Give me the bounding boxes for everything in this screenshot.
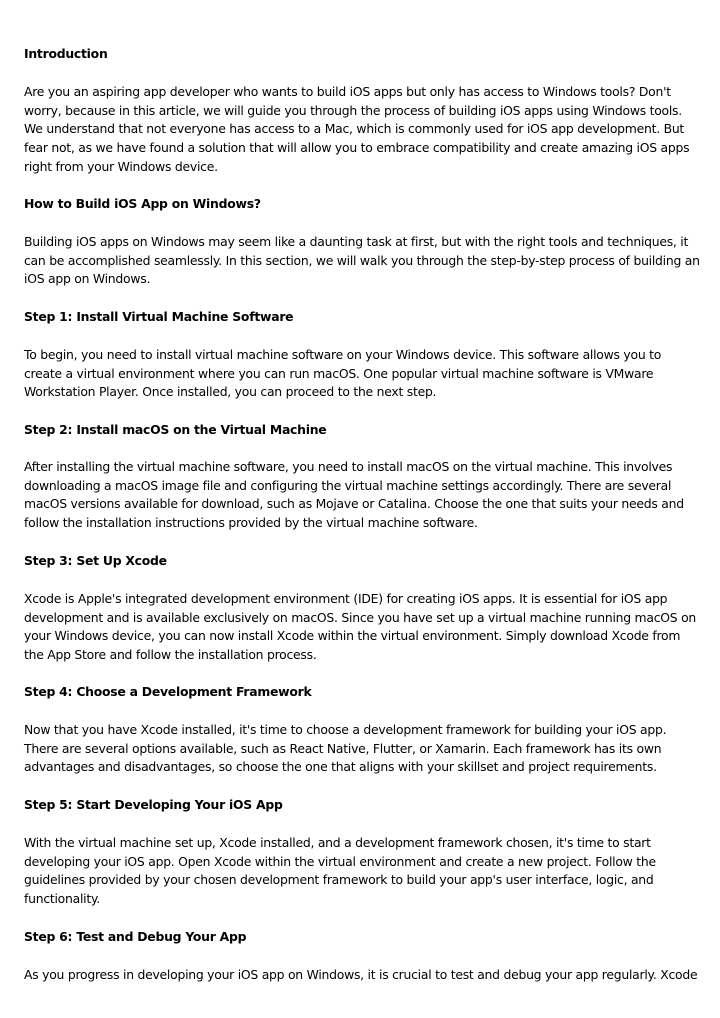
- intro-heading: Introduction: [24, 46, 108, 61]
- step5-heading: Step 5: Start Developing Your iOS App: [24, 797, 283, 812]
- step3-heading: Step 3: Set Up Xcode: [24, 553, 167, 568]
- intro-paragraph: Are you an aspiring app developer who wants to build iOS apps but only has access to Windows tools? Don't worry, because in this article, we will guide you through the process of building iOS apps using Windows tools. We understand that not everyone has access to a Mac, which is commonly used for iOS app development. But fear not, as we have found a solution that will allow you to embrace compatibility and create amazing iOS apps right from your Windows device.: [24, 84, 690, 174]
- step4-heading: Step 4: Choose a Development Framework: [24, 684, 312, 699]
- step1-heading: Step 1: Install Virtual Machine Software: [24, 309, 294, 324]
- step6-heading: Step 6: Test and Debug Your App: [24, 929, 247, 944]
- step2-paragraph: After installing the virtual machine software, you need to install macOS on the virtual machine. This involves downloading a macOS image file and configuring the virtual machine settings accordingly. There are several macOS versions available for download, such as Mojave or Catalina. Choose the one that suits your needs and follow the installation instructions provided by the virtual machine software.: [24, 459, 684, 531]
- step5-paragraph: With the virtual machine set up, Xcode installed, and a development framework chosen, it's time to start developing your iOS app. Open Xcode within the virtual environment and create a new project. Follow the guidelines provided by your chosen development framework to build your app's user interface, logic, and functionality.: [24, 835, 656, 907]
- step1-paragraph: To begin, you need to install virtual machine software on your Windows device. This software allows you to create a virtual environment where you can run macOS. One popular virtual machine software is VMware Workstation Player. Once installed, you can proceed to the next step.: [24, 347, 662, 400]
- step6-paragraph: As you progress in developing your iOS app on Windows, it is crucial to test and debug your app regularly. Xcode: [24, 967, 698, 982]
- step2-heading: Step 2: Install macOS on the Virtual Machine: [24, 422, 327, 437]
- step3-paragraph: Xcode is Apple's integrated development environment (IDE) for creating iOS apps. It is essential for iOS app development and is available exclusively on macOS. Since you have set up a virtual machine running macOS on your Windows device, you can now install Xcode within the virtual environment. Simply download Xcode from the App Store and follow the installation process.: [24, 591, 697, 663]
- how-to-paragraph: Building iOS apps on Windows may seem like a daunting task at first, but with the right tools and techniques, it can be accomplished seamlessly. In this section, we will walk you through the step-by-step process of building an iOS app on Windows.: [24, 234, 700, 287]
- step4-paragraph: Now that you have Xcode installed, it's time to choose a development framework for building your iOS app. There are several options available, such as React Native, Flutter, or Xamarin. Each framework has its own advantages and disadvantages, so choose the one that aligns with your skillset and project requirements.: [24, 722, 667, 775]
- how-to-heading: How to Build iOS App on Windows?: [24, 196, 261, 211]
